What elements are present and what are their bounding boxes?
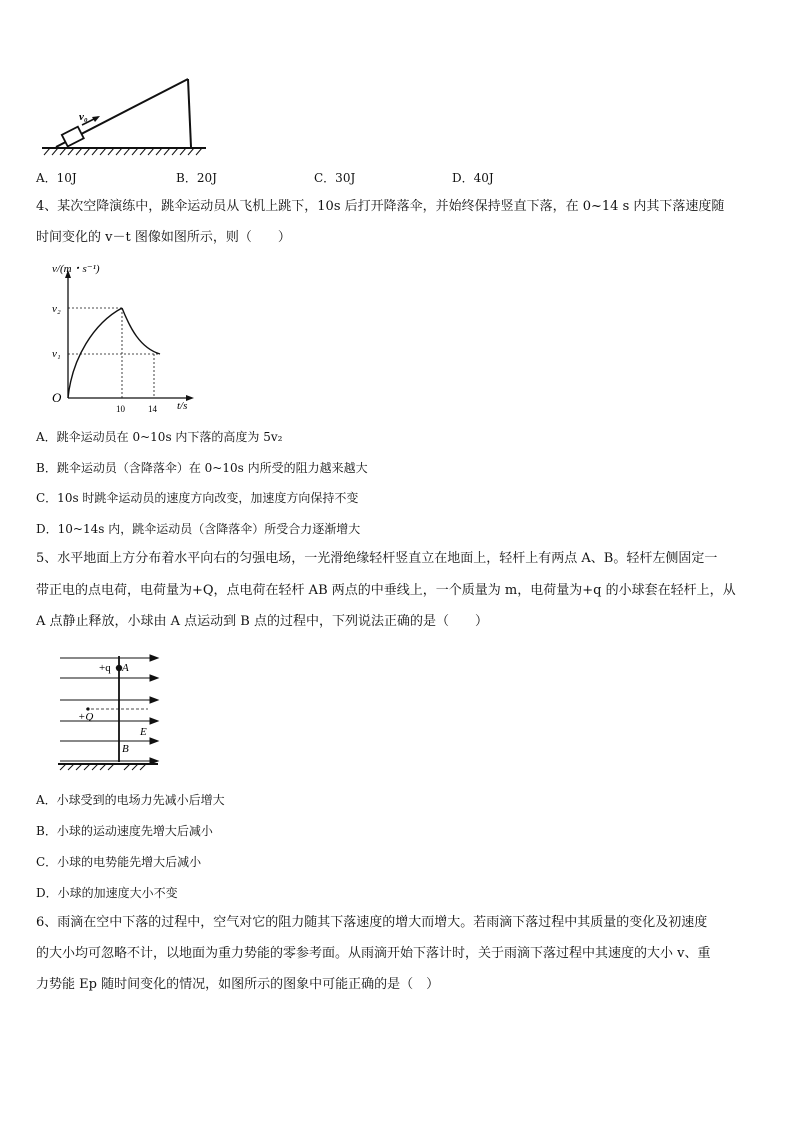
q6-stem-line1: 6、雨滴在空中下落的过程中，空气对它的阻力随其下落速度的增大而增大。若雨滴下落过程中其质量的变化及初速度 [36, 915, 708, 930]
Q-label: +Q [78, 711, 94, 723]
t14-label: 14 [148, 404, 157, 414]
incline-wall [188, 79, 191, 147]
a-label: A [122, 662, 129, 674]
q4-option-b[interactable]: B．跳伞运动员（含降落伞）在 0~10s 内所受的阻力越来越大 [36, 461, 368, 475]
q5-option-d[interactable]: D．小球的加速度大小不变 [36, 886, 178, 900]
q4-option-c[interactable]: C．10s 时跳伞运动员的速度方向改变，加速度方向保持不变 [36, 491, 359, 505]
v2-label: v₂ [52, 303, 61, 315]
q5-option-c[interactable]: C．小球的电势能先增大后减小 [36, 855, 202, 869]
origin-label: O [52, 390, 62, 405]
q4-stem-line1: 4、某次空降演练中，跳伞运动员从飞机上跳下，10s 后打开降落伞，并始终保持竖直下落，在 0~14 s 内其下落速度随 [36, 199, 725, 214]
curve-accelerating [68, 308, 122, 398]
q5-stem-line1: 5、水平地面上方分布着水平向右的匀强电场，一光滑绝缘轻杆竖直立在地面上，轻杆上有两点 A、B。轻杆左侧固定一 [36, 551, 718, 566]
block [62, 127, 84, 147]
q5-option-b[interactable]: B．小球的运动速度先增大后减小 [36, 824, 213, 838]
q5-stem-line3: A 点静止释放，小球由 A 点运动到 B 点的过程中，下列说法正确的是（ ） [36, 614, 488, 629]
electric-field-figure [58, 650, 168, 772]
q3-option-b[interactable]: B．20J [176, 171, 217, 185]
q3-option-a[interactable]: A．10J [36, 171, 77, 185]
curve-decelerating [122, 308, 160, 354]
q5-option-a[interactable]: A．小球受到的电场力先减小后增大 [36, 793, 225, 807]
q5-stem-line2: 带正电的点电荷，电荷量为+Q，点电荷在轻杆 AB 两点的中垂线上，一个质量为 m，电荷量为+q 的小球套在轻杆上，从 [36, 583, 736, 598]
q4-stem-line2: 时间变化的 v－t 图像如图所示，则（ ） [36, 230, 291, 245]
y-axis-label: v/(m・s⁻¹) [52, 263, 100, 275]
q6-stem-line2: 的大小均可忽略不计，以地面为重力势能的零参考面。从雨滴开始下落计时，关于雨滴下落过程中其速度的大小 v、重 [36, 946, 711, 961]
x-axis-label: t/s [177, 400, 188, 412]
v0-label: v₀ [79, 111, 88, 123]
vt-graph [44, 258, 204, 416]
ground-hatching [44, 148, 202, 155]
e-label: E [140, 726, 147, 738]
q-label: +q [99, 662, 111, 674]
b-label: B [122, 743, 129, 755]
t10-label: 10 [116, 404, 125, 414]
v1-label: v₁ [52, 348, 61, 360]
q3-option-c[interactable]: C．30J [314, 171, 356, 185]
q6-stem-line3: 力势能 Ep 随时间变化的情况，如图所示的图象中可能正确的是（ ） [36, 977, 440, 992]
q4-option-a[interactable]: A．跳伞运动员在 0~10s 内下落的高度为 5v₂ [36, 430, 283, 444]
q3-option-d[interactable]: D．40J [452, 171, 494, 185]
q4-option-d[interactable]: D．10~14s 内，跳伞运动员（含降落伞）所受合力逐渐增大 [36, 522, 361, 536]
incline-figure [36, 75, 208, 160]
